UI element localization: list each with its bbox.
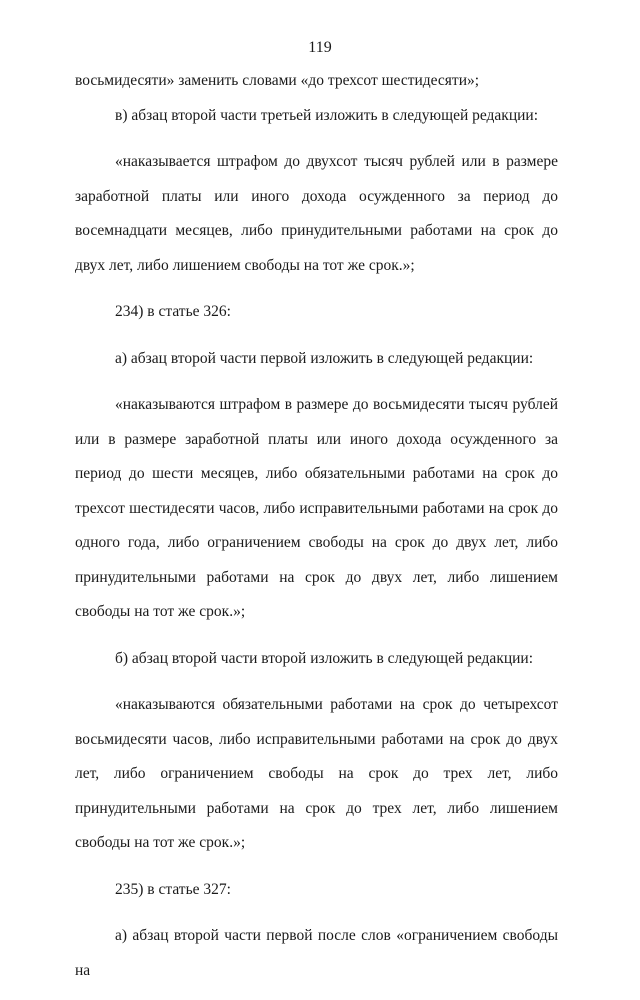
paragraph-item-v: в) абзац второй части третьей изложить в следующей редакции:	[115, 106, 539, 124]
paragraph-item-235: 235) в статье 327:	[115, 880, 231, 898]
paragraph-item-b: б) абзац второй части второй изложить в следующей редакции:	[115, 649, 534, 667]
paragraph-continuation: восьмидесяти» заменить словами «до трехсот шестидесяти»;	[75, 72, 480, 89]
paragraph-item-a: а) абзац второй части первой изложить в следующей редакции:	[115, 349, 534, 367]
paragraph-quote-fine-80k: «наказываются штрафом в размере до восьмидесяти тысяч рублей или в размере заработной платы или иного дохода осужденного за период до шести месяцев, либо обязательными работами на срок до трехсот шестидесяти часов, либо исправительными работами на срок до одного года, либо ограничением свободы на срок до двух лет, либо принудительными работами на срок до двух лет, либо лишением свободы на тот же срок.»;	[75, 396, 558, 620]
paragraph-item-234: 234) в статье 326:	[115, 303, 231, 320]
page-number: 119	[308, 39, 332, 56]
paragraph-quote-fine-200k: «наказывается штрафом до двухсот тысяч рублей или в размере заработной платы или иного дохода осужденного за период до восемнадцати месяцев, либо принудительными работами на срок до двух лет, либо лишением свободы на тот же срок.»;	[75, 153, 558, 274]
paragraph-item-a-327: а) абзац второй части первой после слов «ограничением свободы на	[75, 927, 558, 979]
document-body	[75, 64, 558, 1000]
paragraph-quote-compulsory-work: «наказываются обязательными работами на срок до четырехсот восьмидесяти часов, либо исправительными работами на срок до двух лет, либо ограничением свободы на срок до трех лет, либо принудительными работами на срок до трех лет, либо лишением свободы на тот же срок.»;	[75, 696, 558, 851]
